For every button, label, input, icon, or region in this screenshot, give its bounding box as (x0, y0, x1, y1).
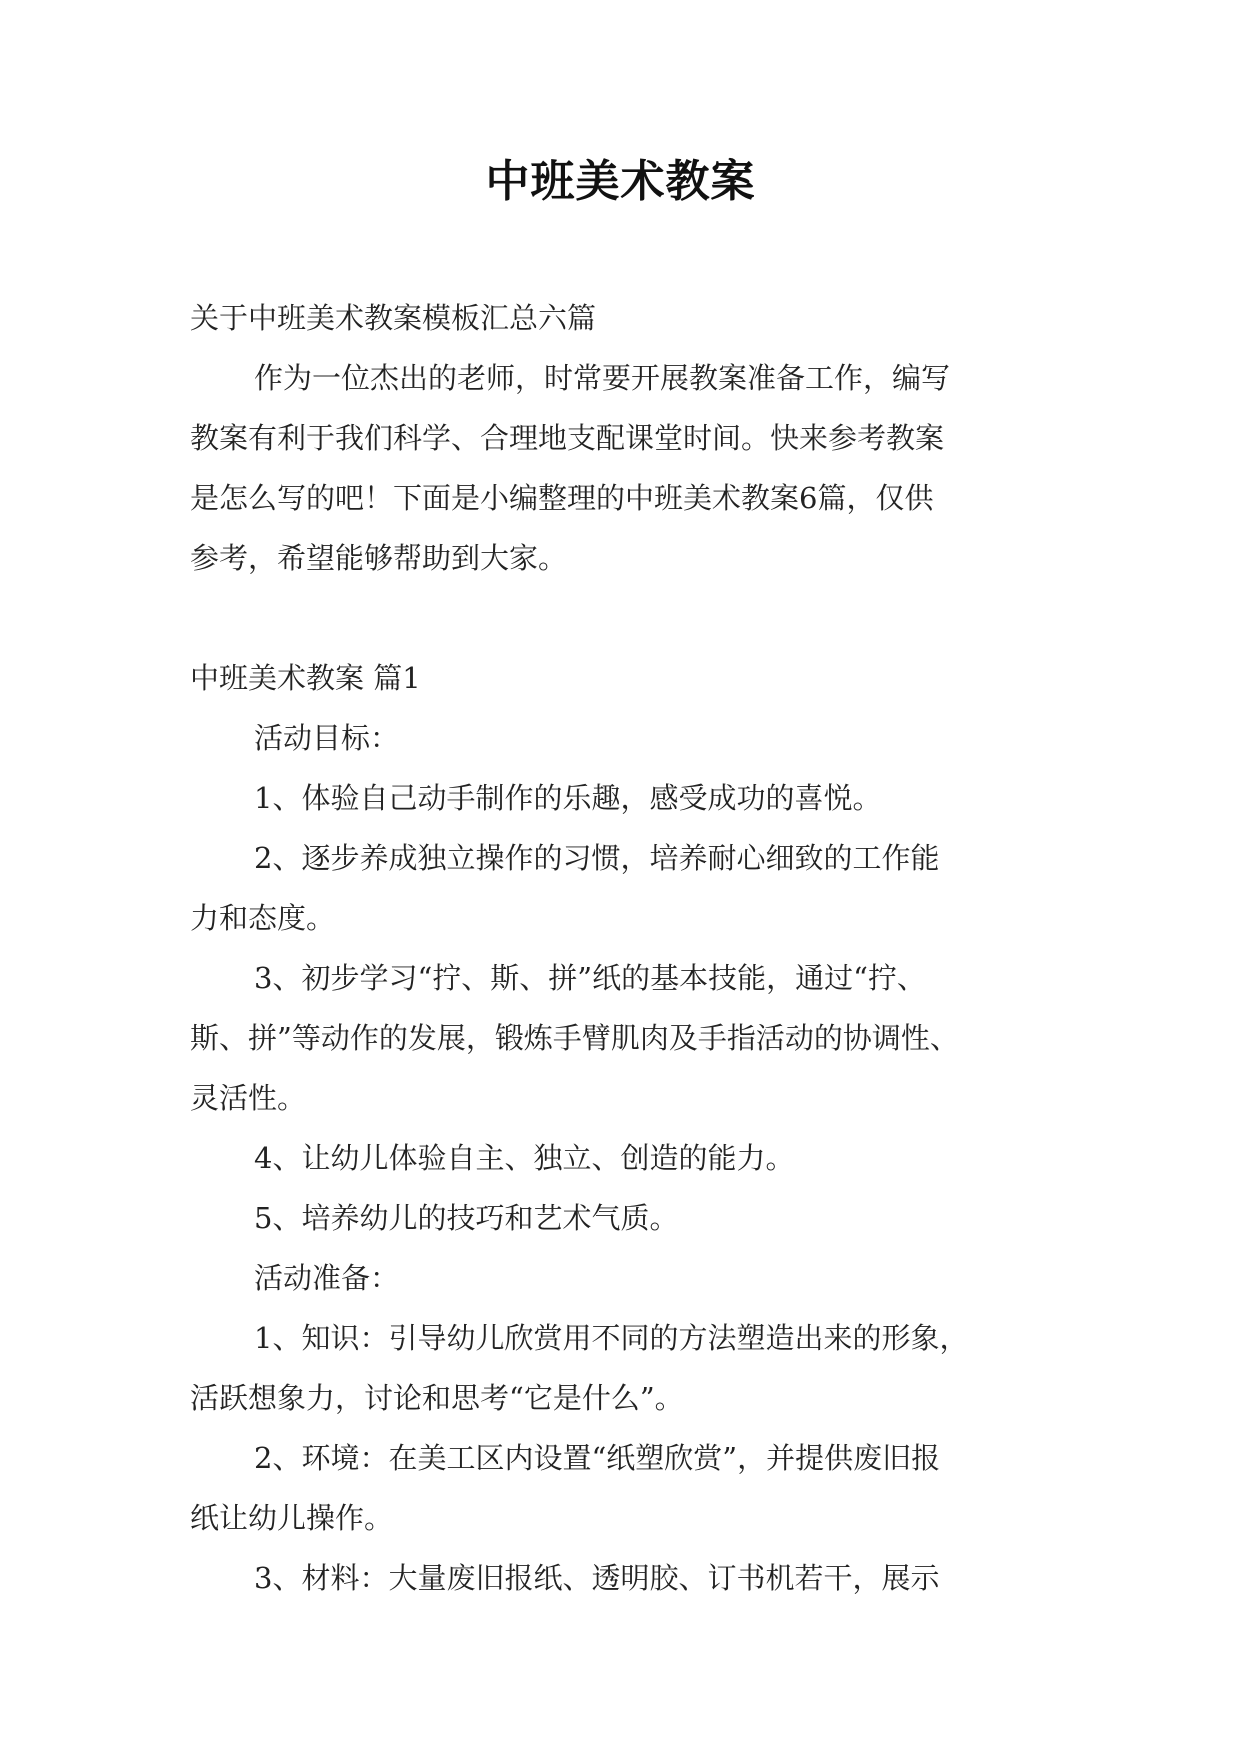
intro-line: 参考，希望能够帮助到大家。 (190, 541, 568, 575)
document-body (190, 288, 1070, 1608)
goal-line: 4、让幼儿体验自主、独立、创造的能力。 (254, 1141, 795, 1175)
prep-heading: 活动准备： (254, 1261, 400, 1295)
prep-line: 1、知识：引导幼儿欣赏用不同的方法塑造出来的形象， (254, 1321, 969, 1355)
section-heading: 中班美术教案 篇1 (190, 661, 421, 695)
prep-line: 2、环境：在美工区内设置“纸塑欣赏”，并提供废旧报 (254, 1441, 941, 1475)
goal-line: 3、初步学习“拧、斯、拼”纸的基本技能，通过“拧、 (254, 961, 926, 995)
intro-line: 作为一位杰出的老师，时常要开展教案准备工作，编写 (254, 361, 951, 395)
paragraph-gap (190, 588, 1070, 648)
goal-line: 力和态度。 (190, 901, 336, 935)
prep-line: 纸让幼儿操作。 (190, 1501, 394, 1535)
prep-line: 3、材料：大量废旧报纸、透明胶、订书机若干，展示 (254, 1561, 940, 1595)
goal-line: 1、体验自己动手制作的乐趣，感受成功的喜悦。 (254, 781, 882, 815)
goal-line: 5、培养幼儿的技巧和艺术气质。 (254, 1201, 679, 1235)
goal-line: 2、逐步养成独立操作的习惯，培养耐心细致的工作能 (254, 841, 940, 875)
intro-line: 教案有利于我们科学、合理地支配课堂时间。快来参考教案 (190, 421, 945, 455)
document-title: 中班美术教案 (485, 156, 756, 207)
intro-line: 是怎么写的吧！下面是小编整理的中班美术教案6篇，仅供 (190, 481, 934, 515)
goal-line: 斯、拼”等动作的发展，锻炼手臂肌肉及手指活动的协调性、 (190, 1021, 959, 1055)
goals-heading: 活动目标： (254, 721, 400, 755)
goal-line: 灵活性。 (190, 1081, 307, 1115)
document-subtitle: 关于中班美术教案模板汇总六篇 (190, 301, 597, 335)
prep-line: 活跃想象力，讨论和思考“它是什么”。 (190, 1381, 684, 1415)
